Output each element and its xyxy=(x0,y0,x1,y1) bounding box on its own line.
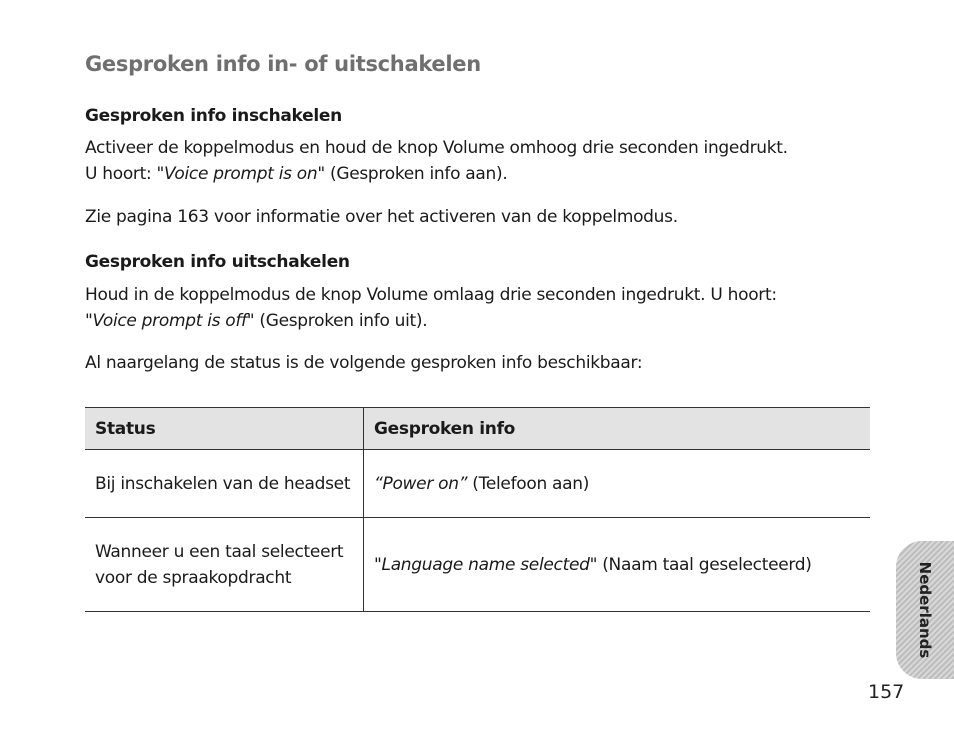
enable-result-suffix: (Gesproken info aan). xyxy=(324,164,508,184)
enable-result xyxy=(85,161,885,187)
voice-prompt-table xyxy=(85,407,870,612)
page-title: Gesproken info in- of uitschakelen xyxy=(85,52,481,76)
language-tab-label: Nederlands xyxy=(916,561,934,659)
disable-instruction: Houd in de koppelmodus de knop Volume omlaag drie seconden ingedrukt. U hoort: xyxy=(85,285,777,305)
prompt-meaning: (Telefoon aan) xyxy=(467,473,590,494)
table-header-row xyxy=(85,408,870,450)
status-cell: Wanneer u een taal selecteert voor de spraakopdracht xyxy=(85,518,364,612)
prompt-cell xyxy=(364,450,871,518)
prompt-meaning: (Naam taal geselecteerd) xyxy=(597,554,812,575)
prompt-quote: "Language name selected" xyxy=(374,554,598,575)
paragraph-disable xyxy=(85,282,885,334)
column-header-voice-prompt: Gesproken info xyxy=(364,408,871,450)
disable-result-suffix: (Gesproken info uit). xyxy=(254,311,428,331)
prompt-cell xyxy=(364,518,871,612)
status-cell: Bij inschakelen van de headset xyxy=(85,450,364,518)
enable-result-prefix: U hoort: xyxy=(85,164,157,184)
enable-prompt-quote: "Voice prompt is on" xyxy=(156,164,325,184)
page-number: 157 xyxy=(868,681,905,703)
table-intro: Al naargelang de status is de volgende gesproken info beschikbaar: xyxy=(85,353,643,373)
prompt-quote: “Power on” xyxy=(374,473,468,494)
disable-prompt-quote: "Voice prompt is off" xyxy=(85,311,255,331)
heading-enable: Gesproken info inschakelen xyxy=(85,106,342,126)
column-header-status: Status xyxy=(85,408,364,450)
table-row xyxy=(85,518,870,612)
enable-instruction: Activeer de koppelmodus en houd de knop Volume omhoog drie seconden ingedrukt. xyxy=(85,138,788,158)
pairing-note: Zie pagina 163 voor informatie over het activeren van de koppelmodus. xyxy=(85,207,678,227)
language-side-tab xyxy=(896,541,954,679)
disable-result xyxy=(85,308,885,334)
paragraph-enable xyxy=(85,135,885,187)
heading-disable: Gesproken info uitschakelen xyxy=(85,252,350,272)
table-row xyxy=(85,450,870,518)
